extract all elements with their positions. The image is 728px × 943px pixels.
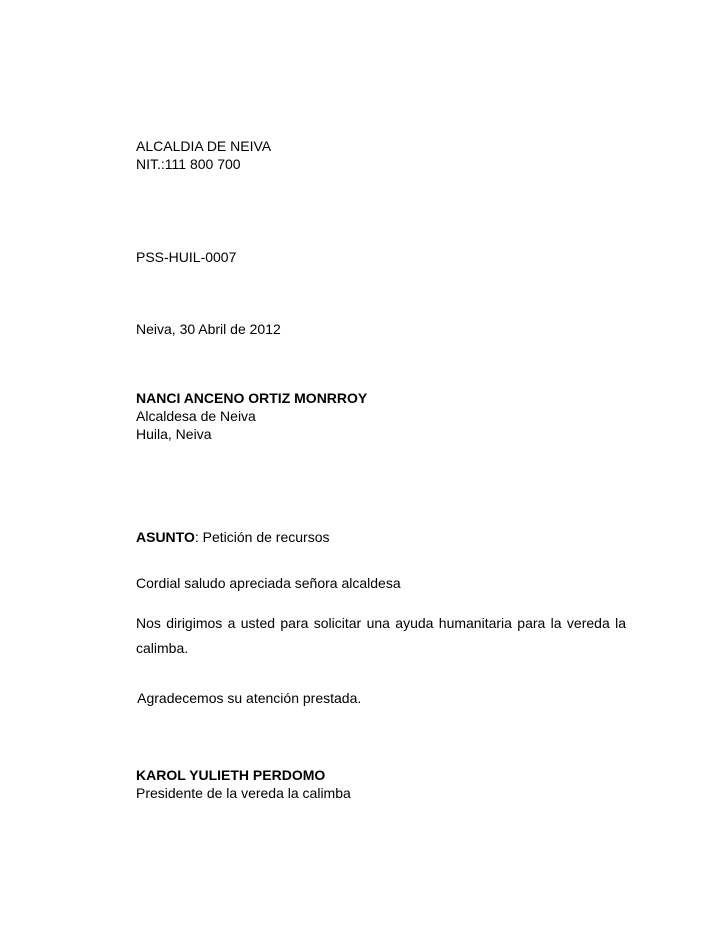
date-line: Neiva, 30 Abril de 2012 [136,321,281,337]
subject-label: ASUNTO [136,529,195,545]
signature-title: Presidente de la vereda la calimba [136,785,351,801]
reference-code: PSS-HUIL-0007 [136,249,237,265]
recipient-location: Huila, Neiva [136,426,212,442]
sender-nit: NIT.:111 800 700 [136,156,241,172]
sender-org: ALCALDIA DE NEIVA [136,138,272,154]
body-line-1: Nos dirigimos a usted para solicitar una ayuda humanitaria para la vereda la [136,615,626,631]
signature-name: KAROL YULIETH PERDOMO [136,767,326,783]
recipient-title: Alcaldesa de Neiva [136,408,256,424]
greeting: Cordial saludo apreciada señora alcaldesa [136,575,401,591]
body-line-2: calimba. [136,640,189,656]
closing-line: Agradecemos su atención prestada. [134,690,362,706]
subject-text: : Petición de recursos [194,529,330,545]
recipient-name: NANCI ANCENO ORTIZ MONRROY [136,390,368,406]
subject-line [136,528,329,546]
